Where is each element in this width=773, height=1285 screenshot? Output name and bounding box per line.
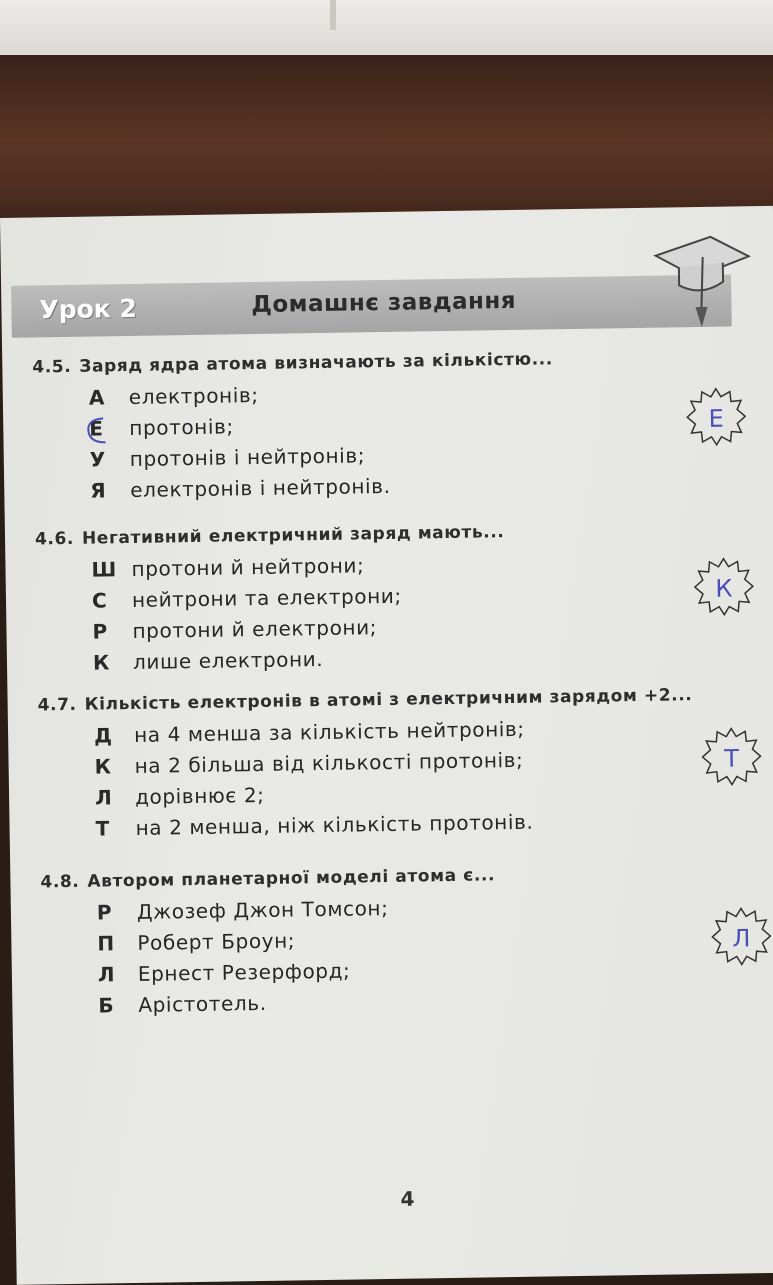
option-text: Джозеф Джон Томсон;: [136, 895, 389, 924]
option-letter: Д: [93, 723, 113, 748]
pen-mark-icon: [83, 415, 109, 445]
answer-badge-4-5: [686, 386, 747, 447]
option-text: Роберт Броун;: [137, 928, 296, 955]
answer-badge-4-6: [693, 556, 754, 617]
question-text: [38, 684, 758, 715]
option-letter: С: [91, 588, 108, 613]
question-text: [35, 518, 755, 549]
question-number: 4.7.: [37, 694, 77, 716]
previous-page-edge: [0, 0, 773, 60]
answer-badge-4-7: [701, 726, 762, 787]
option-letter: А: [88, 385, 106, 410]
page-number: 4: [400, 1186, 415, 1211]
answer-badge-4-8: [711, 906, 772, 967]
options-list: [89, 372, 755, 506]
option-letter: К: [94, 754, 112, 779]
option-text: Ернест Резерфорд;: [137, 958, 351, 986]
option-letter: Р: [92, 619, 108, 644]
option-text: на 4 менша за кількість нейтронів;: [133, 716, 525, 747]
option-letter: Р: [96, 900, 113, 925]
options-list: [97, 887, 763, 1021]
question-prompt: Автором планетарної моделі атома є...: [87, 865, 496, 892]
options-list: [91, 544, 757, 678]
question-4-5: [32, 346, 754, 507]
option-letter: Л: [97, 962, 116, 987]
option-letter: Я: [90, 478, 107, 503]
answer-letter: Л: [732, 924, 751, 953]
option-text: на 2 менша, ніж кількість протонів.: [135, 809, 534, 840]
lesson-label: Урок 2: [39, 293, 138, 325]
option-letter: Ш: [91, 557, 118, 582]
option-text: дорівнює 2;: [134, 782, 265, 809]
question-4-7: [38, 684, 760, 845]
question-text: [32, 346, 752, 377]
option-text: на 2 більша від кількості протонів;: [134, 747, 524, 778]
options-list: [94, 710, 760, 844]
option-letter: Т: [95, 816, 111, 841]
question-prompt: Заряд ядра атома визначають за кількістю...: [79, 349, 553, 377]
option-text: протонів;: [129, 414, 234, 440]
option-text: нейтрони та електрони;: [131, 583, 402, 612]
option-text: лише електрони.: [132, 646, 324, 674]
option-letter: К: [92, 650, 111, 675]
answer-letter: Т: [724, 744, 740, 773]
question-number: 4.5.: [32, 356, 72, 378]
option-text: протонів і нейтронів;: [129, 443, 366, 471]
question-text: [40, 861, 760, 892]
graduation-cap-icon: [650, 226, 752, 338]
option-letter: У: [89, 447, 107, 472]
option-letter: Е: [89, 416, 104, 441]
lesson-banner: [11, 275, 732, 338]
option-text: Арістотель.: [138, 990, 267, 1017]
answer-letter: Е: [708, 404, 725, 433]
homework-title: Домашнє завдання: [251, 287, 517, 319]
option-text: електронів;: [128, 382, 259, 409]
answer-letter: К: [715, 574, 733, 603]
textbook-page: [0, 206, 773, 1285]
option-text: протони й електрони;: [132, 615, 378, 643]
option-letter: Л: [94, 785, 113, 810]
question-prompt: Негативний електричний заряд мають...: [81, 522, 505, 549]
option-text: протони й нейтрони;: [131, 553, 365, 581]
option-letter: Б: [98, 993, 115, 1018]
question-4-6: [35, 518, 757, 679]
question-number: 4.8.: [40, 871, 80, 893]
question-number: 4.6.: [34, 528, 75, 550]
question-4-8: [40, 861, 762, 1022]
question-prompt: Кількість електронів в атомі з електричним зарядом +2...: [84, 685, 693, 715]
option-text: електронів і нейтронів.: [130, 473, 391, 502]
option-letter: П: [97, 931, 115, 956]
